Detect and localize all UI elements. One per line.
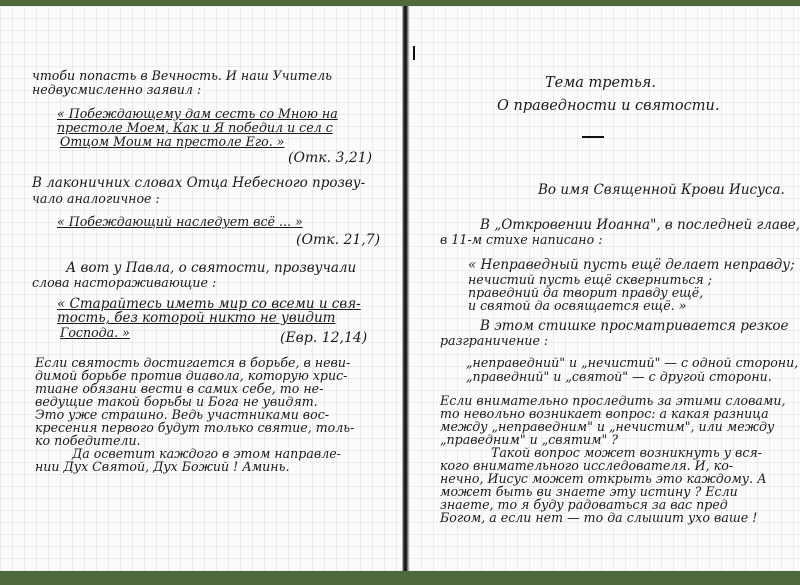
paragraph-line: А вот у Павла, о святости, прозвучали [66, 260, 357, 276]
paragraph-line: слова настораживающие : [32, 275, 217, 290]
paragraph-line: „праведним" и „святим" ? [440, 432, 619, 447]
paragraph-line: кого внимательного исследователя. И, ко- [440, 458, 734, 473]
paragraph-line: В лаконичних словах Отца Небесного прозву- [32, 175, 366, 191]
chapter-subtitle: О праведности и святости. [497, 98, 720, 114]
quote-line: Господа. » [60, 325, 130, 340]
paragraph-line: в 11-м стихе написано : [440, 232, 603, 247]
scripture-reference: (Отк. 21,7) [296, 232, 381, 248]
paragraph-line: нечно, Иисус может открыть это каждому. А [440, 471, 767, 486]
scripture-reference: (Евр. 12,14) [280, 330, 368, 346]
divider-dash [582, 136, 604, 138]
paragraph-line: Если святость достигается в борьбе, в неви- [35, 355, 351, 370]
paragraph-line: знаете, то я буду радоваться за вас пред [440, 497, 728, 512]
paragraph-line: Если внимательно проследить за этими словами, [440, 393, 786, 408]
quote-line: престоле Моем, Как и Я победил и сел с [57, 120, 333, 135]
paragraph-line: В этом стишке просматривается резкое [480, 318, 789, 334]
quote-line: « Старайтесь иметь мир со всеми и свя- [57, 296, 361, 312]
paragraph-line: ко победители. [35, 433, 141, 448]
paragraph-line: может быть ви знаете эту истину ? Если [440, 484, 738, 499]
paragraph-line: тиане обязани вести в самих себе, то не- [35, 381, 324, 396]
paragraph-line: В „Откровении Иоанна", в последней главе, [480, 217, 800, 233]
contrast-line: „праведний" и „святой" — с другой сторони. [466, 369, 772, 384]
dedication: Во имя Священной Крови Иисуса. [538, 182, 785, 198]
paragraph-line: димой борьбе против диавола, которую хрис- [35, 368, 348, 383]
paragraph-line: кресения первого будут только святие, толь- [35, 420, 355, 435]
paragraph-line: Это уже страшно. Ведь участниками вос- [35, 407, 330, 422]
quote-line: нечистий пусть ещё скверниться ; [468, 272, 712, 287]
quote-line: « Побеждающий наследует всё ... » [57, 214, 303, 229]
left-notebook-page [0, 6, 402, 571]
paragraph-line: чтоби попасть в Вечность. И наш Учитель [32, 68, 332, 83]
quote-line: праведний да творит правду ещё, [468, 285, 704, 300]
page-number-mark [413, 46, 415, 60]
quote-line: « Побеждающему дам сесть со Мною на [57, 106, 338, 121]
quote-line: и святой да освящается ещё. » [468, 298, 687, 313]
paragraph-line: между „неправедним" и „нечистим", или между [440, 419, 775, 434]
paragraph-line: чало аналогичное : [32, 191, 160, 206]
paragraph-line: Да осветит каждого в этом направле- [72, 446, 341, 461]
paragraph-line: нии Дух Святой, Дух Божий ! Аминь. [35, 459, 290, 474]
quote-line: тость, без которой никто не увидит [57, 310, 336, 326]
quote-line: Отцом Моим на престоле Его. » [60, 134, 285, 149]
paragraph-line: ведущие такой борьбы и Бога не увидят. [35, 394, 318, 409]
paragraph-line: Богом, а если нет — то да слышит ухо ваше ! [440, 510, 758, 525]
paragraph-line: недвусмисленно заявил : [32, 82, 202, 97]
contrast-line: „неправедний" и „нечистий" — с одной сторони, [466, 355, 799, 370]
scripture-reference: (Отк. 3,21) [288, 150, 373, 166]
paragraph-line: разграничение : [440, 333, 549, 348]
chapter-title: Тема третья. [545, 75, 656, 91]
paragraph-line: то невольно возникает вопрос: а какая разница [440, 406, 769, 421]
quote-line: « Неправедный пусть ещё делает неправду; [468, 257, 795, 273]
paragraph-line: Такой вопрос может возникнуть у вся- [491, 445, 762, 460]
notebook-spine [402, 6, 409, 571]
